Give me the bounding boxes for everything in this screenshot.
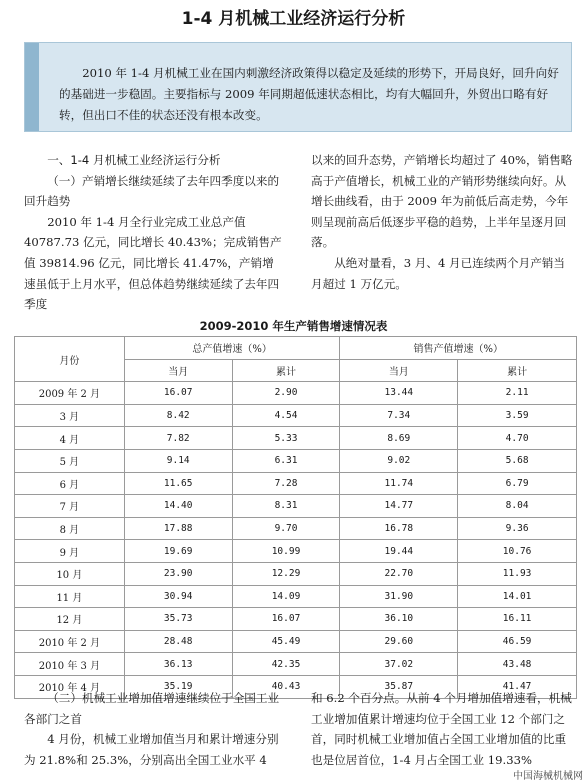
cell-value: 7.28: [232, 472, 340, 495]
table-row: [15, 562, 577, 585]
header-output-growth: 总产值增速（%）: [124, 337, 340, 360]
header-sales-growth: 销售产值增速（%）: [340, 337, 577, 360]
cell-value: 35.19: [124, 675, 232, 698]
cell-value: 7.82: [124, 427, 232, 450]
cell-month: 2009 年 2 月: [15, 382, 125, 405]
cell-value: 12.29: [232, 562, 340, 585]
cell-value: 9.70: [232, 517, 340, 540]
cell-month: 12 月: [15, 608, 125, 631]
cell-month: 10 月: [15, 562, 125, 585]
cell-value: 16.11: [458, 608, 577, 631]
cell-value: 7.34: [340, 404, 458, 427]
paragraph: 2010 年 1-4 月全行业完成工业总产值 40787.73 亿元，同比增长 40.43%；完成销售产值 39814.96 亿元，同比增长 41.47%，产销增速虽低于上月水平，但总体趋势继续延续了去年四季度: [24, 214, 282, 312]
paragraph: 和 6.2 个百分点。从前 4 个月增加值增速看，机械工业增加值累计增速均位于全国工业 12 个部门之首，同时机械工业增加值占全国工业增加值的比重也是位居首位，1-4 月占全国工业 19.33%: [311, 691, 572, 767]
cell-value: 4.70: [458, 427, 577, 450]
cell-value: 35.87: [340, 675, 458, 698]
paragraph: 从绝对量看，3 月、4 月已连续两个月产销当月超过 1 万亿元。: [311, 255, 565, 291]
cell-value: 36.13: [124, 653, 232, 676]
cell-month: 9 月: [15, 540, 125, 563]
cell-value: 6.31: [232, 449, 340, 472]
cell-value: 14.77: [340, 495, 458, 518]
cell-value: 5.68: [458, 449, 577, 472]
cell-value: 9.36: [458, 517, 577, 540]
cell-value: 28.48: [124, 630, 232, 653]
cell-value: 16.07: [232, 608, 340, 631]
cell-month: 2010 年 4 月: [15, 675, 125, 698]
subheader-cumulative: 累计: [232, 359, 340, 382]
right-column-bottom: [311, 688, 573, 770]
table-row: [15, 472, 577, 495]
cell-value: 36.10: [340, 608, 458, 631]
cell-value: 8.04: [458, 495, 577, 518]
cell-value: 19.44: [340, 540, 458, 563]
cell-value: 45.49: [232, 630, 340, 653]
cell-value: 2.11: [458, 382, 577, 405]
table-row: [15, 608, 577, 631]
right-column-top: [311, 150, 573, 294]
cell-value: 35.73: [124, 608, 232, 631]
cell-month: 2010 年 2 月: [15, 630, 125, 653]
subheader-cumulative: 累计: [458, 359, 577, 382]
table-row: [15, 585, 577, 608]
cell-month: 8 月: [15, 517, 125, 540]
cell-value: 13.44: [340, 382, 458, 405]
paragraph: 以来的回升态势，产销增长均超过了 40%，销售略高于产值增长，机械工业的产销形势继续向好。从增长曲线看，由于 2009 年为前低后高走势，今年则呈现前高后低逐步平稳的趋势，上半年呈逐月回落。: [311, 153, 573, 250]
paragraph: 4 月份，机械工业增加值当月和累计增速分别为 21.8%和 25.3%，分别高出全国工业水平 4: [24, 732, 279, 767]
cell-value: 37.02: [340, 653, 458, 676]
left-column-bottom: [24, 688, 282, 770]
cell-value: 22.70: [340, 562, 458, 585]
page-title: 1-4 月机械工业经济运行分析: [181, 9, 406, 29]
subheader-month-current: 当月: [124, 359, 232, 382]
header-month: 月份: [15, 337, 125, 382]
cell-value: 11.65: [124, 472, 232, 495]
cell-value: 30.94: [124, 585, 232, 608]
cell-value: 31.90: [340, 585, 458, 608]
cell-value: 4.54: [232, 404, 340, 427]
section-heading: 一、1-4 月机械工业经济运行分析: [47, 153, 221, 167]
cell-value: 23.90: [124, 562, 232, 585]
table-row: [15, 449, 577, 472]
table-row: [15, 495, 577, 518]
cell-value: 9.14: [124, 449, 232, 472]
cell-month: 7 月: [15, 495, 125, 518]
cell-value: 43.48: [458, 653, 577, 676]
table-row: [15, 404, 577, 427]
cell-value: 29.60: [340, 630, 458, 653]
subheader-month-current: 当月: [340, 359, 458, 382]
cell-value: 6.79: [458, 472, 577, 495]
table-row: [15, 630, 577, 653]
cell-value: 16.07: [124, 382, 232, 405]
cell-value: 14.40: [124, 495, 232, 518]
cell-month: 5 月: [15, 449, 125, 472]
summary-box: [24, 42, 572, 132]
cell-value: 46.59: [458, 630, 577, 653]
cell-value: 16.78: [340, 517, 458, 540]
table-row: [15, 540, 577, 563]
cell-value: 8.31: [232, 495, 340, 518]
cell-value: 8.69: [340, 427, 458, 450]
table-row: [15, 382, 577, 405]
cell-month: 3 月: [15, 404, 125, 427]
cell-value: 10.99: [232, 540, 340, 563]
cell-value: 9.02: [340, 449, 458, 472]
left-column-top: [24, 150, 282, 315]
cell-month: 2010 年 3 月: [15, 653, 125, 676]
cell-value: 5.33: [232, 427, 340, 450]
cell-value: 10.76: [458, 540, 577, 563]
table-title: 2009-2010 年生产销售增速情况表: [199, 319, 388, 333]
cell-month: 4 月: [15, 427, 125, 450]
summary-text: 2010 年 1-4 月机械工业在国内刺激经济政策得以稳定及延续的形势下，开局良好，回升向好的基础进一步稳固。主要指标与 2009 年同期超低速状态相比，均有大幅回升，外贸出口略有好转，但出口不佳的状态还没有根本改变。: [59, 66, 559, 122]
summary-accent-bar: [25, 43, 39, 131]
subsection-heading: （一）产销增长继续延续了去年四季度以来的回升趋势: [24, 173, 280, 209]
cell-value: 14.09: [232, 585, 340, 608]
cell-month: 6 月: [15, 472, 125, 495]
cell-month: 11 月: [15, 585, 125, 608]
watermark: 中国海械机械网: [513, 771, 583, 782]
growth-table: [14, 336, 577, 699]
cell-value: 19.69: [124, 540, 232, 563]
cell-value: 11.93: [458, 562, 577, 585]
cell-value: 8.42: [124, 404, 232, 427]
cell-value: 41.47: [458, 675, 577, 698]
cell-value: 42.35: [232, 653, 340, 676]
cell-value: 40.43: [232, 675, 340, 698]
table-row: [15, 427, 577, 450]
cell-value: 3.59: [458, 404, 577, 427]
cell-value: 2.90: [232, 382, 340, 405]
cell-value: 17.88: [124, 517, 232, 540]
subsection-heading: （二）机械工业增加值增速继续位于全国工业各部门之首: [24, 691, 280, 726]
table-row: [15, 517, 577, 540]
table-row: [15, 653, 577, 676]
cell-value: 11.74: [340, 472, 458, 495]
cell-value: 14.01: [458, 585, 577, 608]
